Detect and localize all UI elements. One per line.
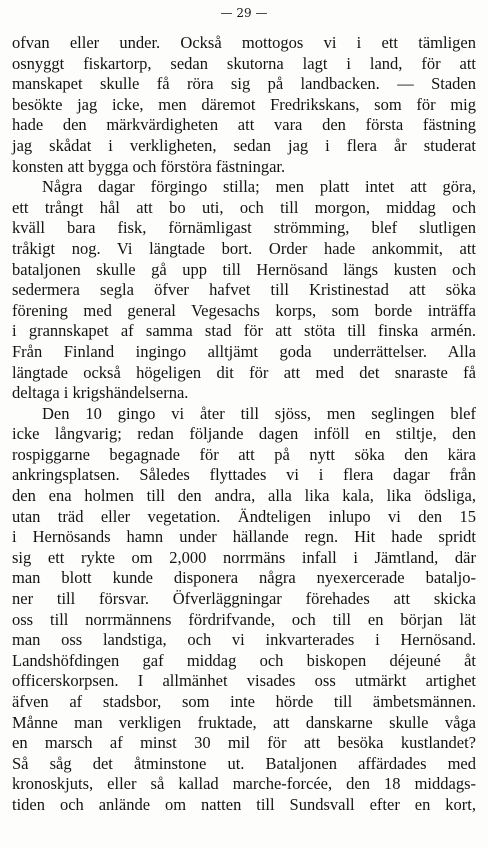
text-line: man blott kunde disponera några nyexercerade bataljo- <box>12 568 476 588</box>
text-line: besökte jag icke, men däremot Fredrikskans, som för mig <box>12 94 476 114</box>
body-text <box>12 33 476 816</box>
text-line: tråkigt nog. Vi längtade bort. Order hade ankommit, att <box>12 238 476 258</box>
text-line: den ena holmen till den andra, alla lika kala, lika ödsliga, <box>12 486 476 506</box>
text-line: konsten att bygga och förstöra fästningar. <box>12 156 286 176</box>
text-line: Månne man verkligen fruktade, att danskarne skulle våga <box>12 712 476 732</box>
text-line: Från Finland ingingo alltjämt goda underrättelser. Alla <box>12 341 476 361</box>
text-line: utan träd eller vegetation. Ändteligen inlupo vi den 15 <box>12 506 476 526</box>
text-line: Så såg det åtminstone ut. Bataljonen affärdades med <box>12 753 476 773</box>
text-line: Några dagar förgingo stilla; men platt intet att göra, <box>42 177 476 197</box>
text-line: icke långvarig; redan följande dagen inföll en stiltje, den <box>12 424 476 444</box>
text-line: man oss landstiga, och vi inkvarterades i Hernösand. <box>12 630 476 650</box>
text-line: oss till norrmännens fördrifvande, och till en början lät <box>12 609 476 629</box>
text-line: tiden och anlände om natten till Sundsvall efter en kort, <box>12 794 476 814</box>
text-line: officerskorpsen. I allmänhet visades oss utmärkt artighet <box>12 671 476 691</box>
text-line: en marsch af minst 30 mil för att besöka kustlandet? <box>12 733 476 753</box>
text-line: äfven af stadsbor, som inte hörde till ämbetsmännen. <box>12 692 476 711</box>
text-line: bataljonen skulle gå upp till Hernösand längs kusten och <box>12 259 476 279</box>
text-line: jag skådat i verkligheten, sedan jag i flera år studerat <box>12 135 476 155</box>
text-line: i grannskapet af samma stad för att stöta till finska armén. <box>12 321 476 341</box>
text-line: längtade också högeligen dit för att med det snaraste få <box>12 362 476 382</box>
page-number: — 29 — <box>220 6 268 20</box>
text-line: Landshöfdingen gaf middag och biskopen déjeuné åt <box>12 650 476 670</box>
text-line: sedermera segla öfver hafvet till Kristinestad att söka <box>12 280 476 300</box>
text-line: deltaga i krigshändelserna. <box>12 383 189 403</box>
text-line: rospiggarne begagnade för att på nytt söka den kära <box>12 444 476 464</box>
text-line: kväll bara fisk, förnämligast strömming, blef slutligen <box>12 218 476 238</box>
text-line: hade den märkvärdigheten att vara den första fästning <box>12 115 476 135</box>
text-line: ankringsplatsen. Således flyttades vi i flera dagar från <box>12 465 476 485</box>
text-line: Den 10 gingo vi åter till sjöss, men seglingen blef <box>42 403 476 423</box>
text-line: manskapet skulle få röra sig på landbacken. — Staden <box>12 74 476 94</box>
text-line: sig ett rykte om 2,000 norrmäns infall i Jämtland, där <box>12 547 476 567</box>
text-line: förening med general Vegesachs korps, som borde inträffa <box>12 300 476 320</box>
text-line: ner till försvar. Öfverläggningar förehades att skicka <box>12 589 476 609</box>
text-line: ett trångt hål att bo uti, och till morgon, middag och <box>12 197 476 217</box>
text-line: osnyggt fiskartorp, sedan skutorna lagt i land, för att <box>12 53 476 73</box>
text-line: kronoskjuts, eller så kallad marche-forcée, den 18 middags- <box>12 774 476 794</box>
text-line: ofvan eller under. Också mottogos vi i ett tämligen <box>12 33 476 52</box>
text-line: i Hernösands hamn under hällande regn. Hit hade spridt <box>12 527 476 547</box>
